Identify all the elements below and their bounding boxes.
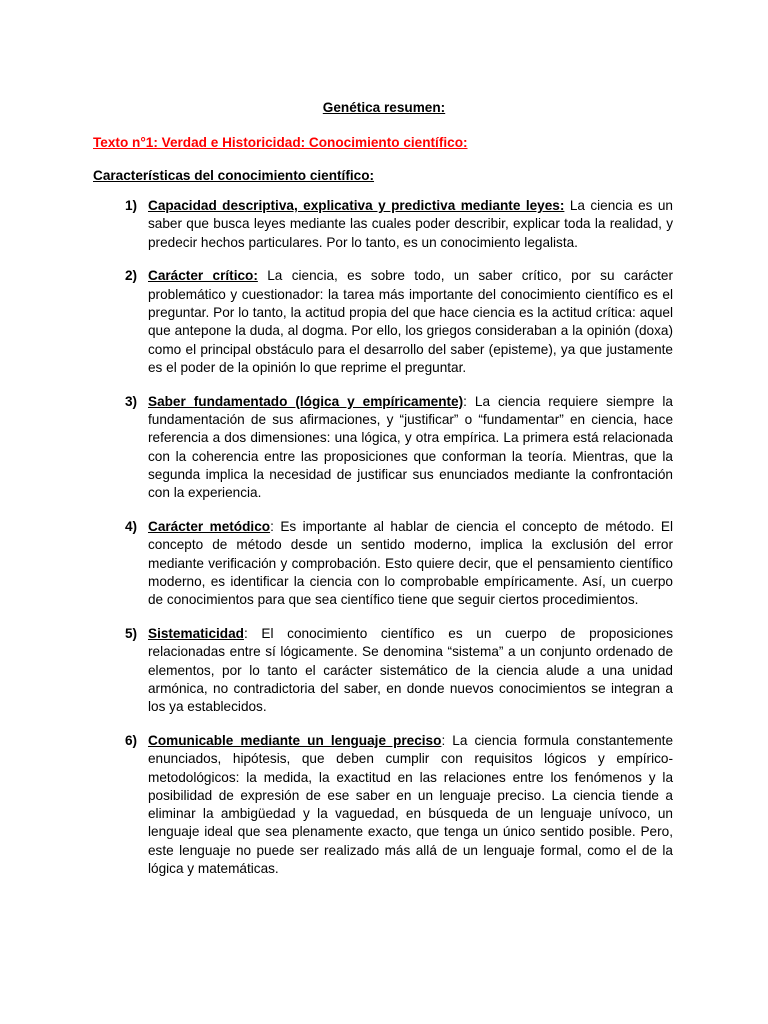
item-number: 2): [125, 268, 138, 284]
item-number: 5): [125, 625, 138, 641]
item-body: Es importante al hablar de ciencia el concepto de método. El concepto de método desde un sentido moderno, implica la exclusión del error mediante verificación y comprobación. Esto quiere decir, que el pensamiento científico moderno, es identificar la ciencia con lo comprobable empíricamente. Así, un cuerpo de conocimientos para que sea científico tiene que seguir ciertos procedimientos.: [148, 518, 673, 608]
item-body: La ciencia es un saber que busca leyes mediante las cuales poder describir, explicar toda la realidad, y predecir hechos particulares. Por lo tanto, es un conocimiento legalista.: [148, 198, 673, 250]
list-item: [125, 732, 674, 878]
section-title: Texto n°1: Verdad e Historicidad: Conocimiento científico:: [93, 135, 468, 150]
item-number: 6): [125, 732, 138, 748]
item-heading: Carácter metódico: [148, 518, 271, 534]
item-separator: :: [441, 732, 453, 748]
document-title: Genética resumen:: [322, 100, 446, 115]
item-body: El conocimiento científico es un cuerpo de proposiciones relacionadas entre sí lógicamente. Se denomina “sistema” a un conjunto ordenado de elementos, por lo tanto el carácter sistemático de la ciencia alude a una unidad armónica, no contradictoria del saber, en donde nuevos conocimientos se integran a los ya establecidos.: [148, 625, 673, 715]
item-separator: :: [243, 625, 262, 641]
list-item: [125, 625, 673, 716]
item-body: La ciencia formula constantemente enunciados, hipótesis, que deben cumplir con requisitos lógicos y empírico-metodológicos: la medida, la exactitud en las relaciones entre los fenómenos y la posibilidad de expresión de ese saber en un lenguaje preciso. La ciencia tiende a eliminar la ambigüedad y la vaguedad, en búsqueda de un lenguaje unívoco, un lenguaje ideal que sea plenamente exacto, que tenga un único sentido posible. Pero, este lenguaje no puede ser realizado más allá de un lenguaje formal, como el de la lógica y matemáticas.: [148, 732, 674, 876]
item-heading: Sistematicidad: [148, 625, 244, 641]
item-body: La ciencia requiere siempre la fundamentación de sus afirmaciones, y “justificar” o “fundamentar” en ciencia, hace referencia a dos dimensiones: una lógica, y otra empírica. La primera está relacionada con la coherencia entre las proposiciones que conforman la teoría. Mientras, que la segunda implica la necesidad de justificar sus enunciados mediante la confrontación con la experiencia.: [148, 393, 673, 501]
item-heading: Comunicable mediante un lenguaje preciso: [148, 732, 442, 748]
list-item: [125, 518, 673, 609]
list-item: [125, 393, 673, 503]
item-heading: Capacidad descriptiva, explicativa y predictiva mediante leyes:: [148, 198, 565, 213]
item-number: 1): [125, 198, 138, 213]
item-separator: [258, 268, 267, 283]
item-number: 4): [125, 518, 138, 534]
item-separator: :: [463, 393, 475, 409]
characteristics-list: [0, 197, 768, 894]
section-subtitle: Características del conocimiento científico:: [93, 168, 375, 183]
item-separator: :: [270, 518, 281, 534]
item-body: La ciencia, es sobre todo, un saber crítico, por su carácter problemático y cuestionador: la tarea más importante del conocimiento científico es el preguntar. Por lo tanto, la actitud propia del que hace ciencia es la actitud crítica: aquel que antepone la duda, al dogma. Por ello, los griegos consideraban a la opinión (doxa) como el principal obstáculo para el desarrollo del saber (episteme), ya que justamente es el poder de la opinión lo que reprime el preguntar.: [148, 268, 673, 375]
list-item: [125, 267, 673, 377]
item-heading: Carácter crítico:: [148, 268, 258, 284]
item-number: 3): [125, 393, 138, 409]
list-item: [125, 197, 673, 252]
item-heading: Saber fundamentado (lógica y empíricamente): [148, 393, 464, 409]
